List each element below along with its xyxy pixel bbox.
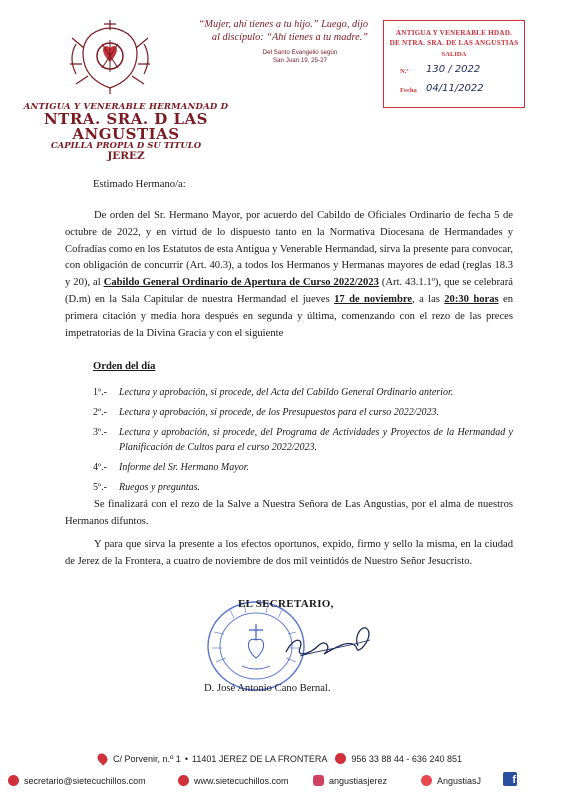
footer-bullet: • (184, 753, 188, 764)
stamp-title2: DE NTRA. SRA. DE LAS ANGUSTIAS (389, 38, 519, 47)
convocation-paragraph (65, 208, 513, 342)
brotherhood-name-line1: ANTIGUA Y VENERABLE HERMANDAD D (23, 102, 229, 112)
brotherhood-emblem (62, 14, 158, 96)
meeting-time: 20:30 horas (444, 293, 499, 305)
agenda-item-number: 1º.- (93, 387, 107, 398)
agenda-item-text: Ruegos y preguntas. (119, 481, 201, 493)
stamp-date-label: Fecha (400, 87, 417, 94)
agenda-item (93, 480, 513, 496)
footer-web-link[interactable]: www.sietecuchillos.com (194, 775, 289, 786)
footer-postal: 11401 JEREZ DE LA FRONTERA (191, 753, 328, 764)
stamp-number-value: 130 / 2022 (426, 64, 481, 75)
p1-part-c: (Art. 43.1.1º), que se celebrará (D.m) en la Sala Capitular de nuestra Hermandad el jueves (65, 277, 513, 305)
footer-email (8, 775, 146, 786)
stamp-status: SALIDA (441, 51, 467, 59)
twitter-icon (421, 775, 432, 786)
agenda-item-number: 2º.- (93, 406, 107, 418)
quote-line2: al discípulo: “Ahí tienes a tu madre.” (211, 32, 368, 44)
cabildo-name: Cabildo General Ordinario de Apertura de Curso 2022/2023 (103, 277, 379, 289)
footer-address (98, 753, 462, 764)
agenda-item (93, 425, 513, 457)
footer-phone[interactable]: 956 33 88 44 - 636 240 851 (351, 753, 462, 764)
brotherhood-name (10, 103, 242, 162)
signature-title: EL SECRETARIO, (238, 598, 334, 610)
agenda-item-number: 3º.- (93, 426, 107, 438)
stamp-title1: ANTIGUA Y VENERABLE HDAD. (395, 29, 513, 37)
footer-twitter (421, 775, 481, 786)
agenda-item (93, 460, 513, 476)
quote-line1: “Mujer, ahí tienes a tu hijo.” Luego, dijo (198, 19, 368, 30)
agenda-title: Orden del día (93, 361, 156, 372)
footer-instagram (313, 775, 387, 786)
instagram-icon (313, 775, 324, 786)
agenda-item-text: Lectura y aprobación, si procede, del Acta del Cabildo General Ordinario anterior. (119, 387, 454, 398)
meeting-date: 17 de noviembre (334, 293, 413, 305)
certification-paragraph: Y para que sirva la presente a los efectos oportunos, expido, firmo y sello la misma, en la ciudad de Jerez de la Frontera, a cuatro de noviembre de dos mil veintidós de Nuestro Señor Jesucristo. (65, 539, 513, 567)
agenda-item (93, 385, 513, 401)
phone-icon (335, 753, 346, 764)
quote-source2: San Juan 19, 25-27 (272, 57, 327, 65)
agenda-item-number: 5º.- (93, 481, 107, 493)
agenda-item-text: Informe del Sr. Hermano Mayor. (119, 462, 249, 474)
greeting: Estimado Hermano/a: (93, 179, 186, 190)
p1-part-g: en primera citación y media hora después en segunda y última, comenzando con el rezo de las preces impetratorias de la Divina Gracia y con el siguiente (65, 293, 513, 339)
handwritten-signature (280, 618, 380, 662)
agenda-list (93, 385, 513, 500)
agenda-item (93, 405, 513, 421)
quote-source1: Del Santo Evangelio según (262, 48, 338, 56)
closing-prayer-paragraph: Se finalizará con el rezo de la Salve a Nuestra Señora de Las Angustias, por el alma de nuestros Hermanos difuntos. (65, 499, 513, 527)
agenda-item-text: Lectura y aprobación, si procede, de los Presupuestos para el curso 2022/2023. (119, 406, 439, 418)
gospel-quote (172, 18, 368, 65)
footer-web (178, 775, 289, 786)
agenda-item-number: 4º.- (93, 462, 107, 474)
stamp-date-value: 04/11/2022 (426, 83, 484, 94)
agenda-item-text: Lectura y aprobación, si procede, del Programa de Actividades y Proyectos de la Hermandad y Planificación de Cultos para el curso 2022/2023. (119, 426, 513, 454)
brotherhood-name-line4: JEREZ (107, 149, 145, 162)
brotherhood-name-line2: NTRA. SRA. D LAS ANGUSTIAS (43, 109, 209, 143)
footer-twitter-link[interactable]: AngustiasJ (437, 775, 482, 786)
p1-part-a: De orden del Sr. Hermano Mayor, por acuerdo del Cabildo de Oficiales Ordinario de fecha 5 de octubre de 2022, y en virtud de lo dispuesto tanto en la Normativa Diocesana de Hermandades y Cofradías como en los Estatutos de esta Antigua y Venerable Hermandad, sirva la presente para convocar, con obligación de concurrir (Art. 40.3), a todos los Hermanos y Hermanas mayores de edad (reglas 18.3 y 20), al (65, 210, 513, 289)
footer-street: C/ Porvenir, n.º 1 (113, 753, 181, 764)
footer-email-link[interactable]: secretario@sietecuchillos.com (24, 775, 146, 786)
signer-name: D. José Antonio Cano Bernal. (204, 683, 331, 694)
brotherhood-name-line3: CAPILLA PROPIA D SU TITULO (50, 141, 202, 152)
registry-stamp (383, 20, 525, 108)
footer-instagram-link[interactable]: angustiasjerez (329, 775, 388, 786)
stamp-number-label: N.º (400, 68, 409, 75)
location-pin-icon (95, 751, 109, 765)
globe-icon (178, 775, 189, 786)
p1-part-e: , a las (412, 293, 445, 305)
email-icon (8, 775, 19, 786)
facebook-icon[interactable]: f (503, 772, 517, 786)
